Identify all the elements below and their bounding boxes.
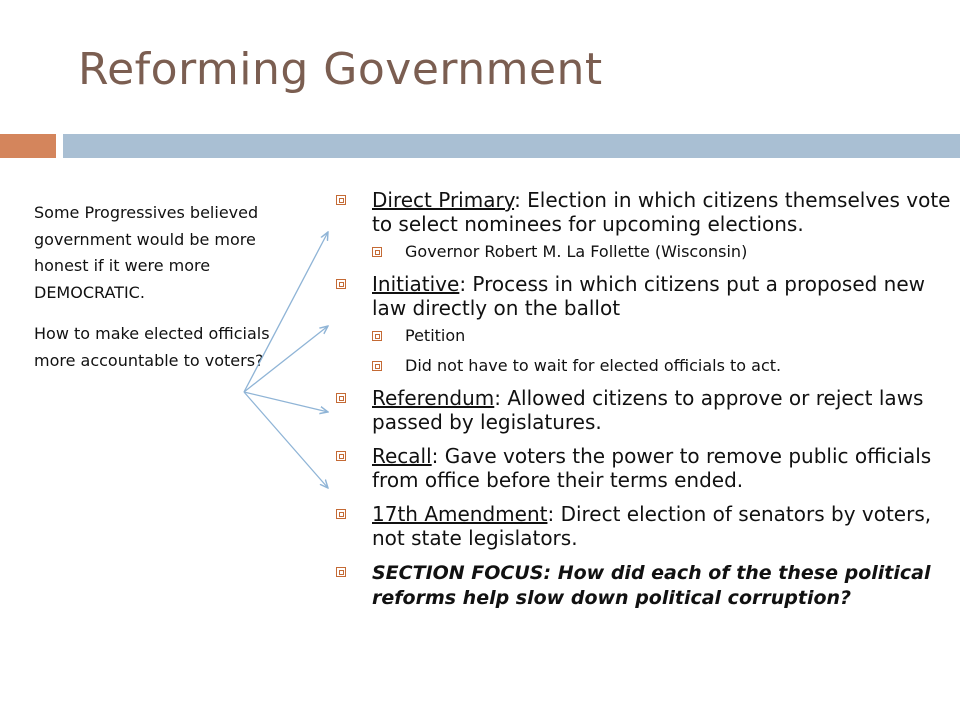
section-focus-question: SECTION FOCUS: How did each of the these political reforms help slow down political corruption? — [372, 562, 931, 609]
definition-recall: : Gave voters the power to remove public officials from office before their terms ended. — [372, 444, 932, 492]
list-item-direct-primary — [336, 188, 956, 262]
side-note-statement: Some Progressives believed government would be more honest if it were more DEMOCRATIC. — [34, 203, 259, 302]
arrow-to-initiative — [244, 326, 328, 392]
square-bullet-icon — [372, 361, 382, 371]
term-referendum: Referendum — [372, 386, 495, 410]
list-item-section-focus — [336, 560, 956, 610]
arrow-to-direct-primary — [244, 232, 328, 392]
square-bullet-icon — [336, 195, 346, 205]
definition-initiative: : Process in which citizens put a proposed new law directly on the ballot — [372, 272, 926, 320]
list-item-recall — [336, 444, 956, 492]
square-bullet-icon — [336, 451, 346, 461]
definition-17th-amendment: : Direct election of senators by voters, not state legislators. — [372, 502, 932, 550]
square-bullet-icon — [372, 247, 382, 257]
definition-referendum: : Allowed citizens to approve or reject laws passed by legislatures. — [372, 386, 924, 434]
sub-item-la-follette: Governor Robert M. La Follette (Wisconsin) — [372, 242, 956, 262]
square-bullet-icon — [336, 393, 346, 403]
square-bullet-icon — [336, 279, 346, 289]
term-direct-primary: Direct Primary — [372, 188, 515, 212]
list-item-17th-amendment — [336, 502, 956, 550]
term-recall: Recall — [372, 444, 432, 468]
term-initiative: Initiative — [372, 272, 460, 296]
arrow-to-referendum — [244, 392, 328, 412]
term-17th-amendment: 17th Amendment — [372, 502, 548, 526]
sub-item-no-wait: Did not have to wait for elected officials to act. — [372, 356, 956, 376]
arrow-to-recall — [244, 392, 328, 488]
sub-item-petition: Petition — [372, 326, 956, 346]
list-item-referendum — [336, 386, 956, 434]
square-bullet-icon — [372, 331, 382, 341]
reform-bullet-list — [336, 188, 956, 620]
square-bullet-icon — [336, 567, 346, 577]
side-note-question: How to make elected officials more accountable to voters? — [34, 324, 270, 370]
list-item-initiative — [336, 272, 956, 376]
definition-direct-primary: : Election in which citizens themselves vote to select nominees for upcoming elections. — [372, 188, 951, 236]
square-bullet-icon — [336, 509, 346, 519]
slide-title: Reforming Government — [78, 44, 603, 95]
